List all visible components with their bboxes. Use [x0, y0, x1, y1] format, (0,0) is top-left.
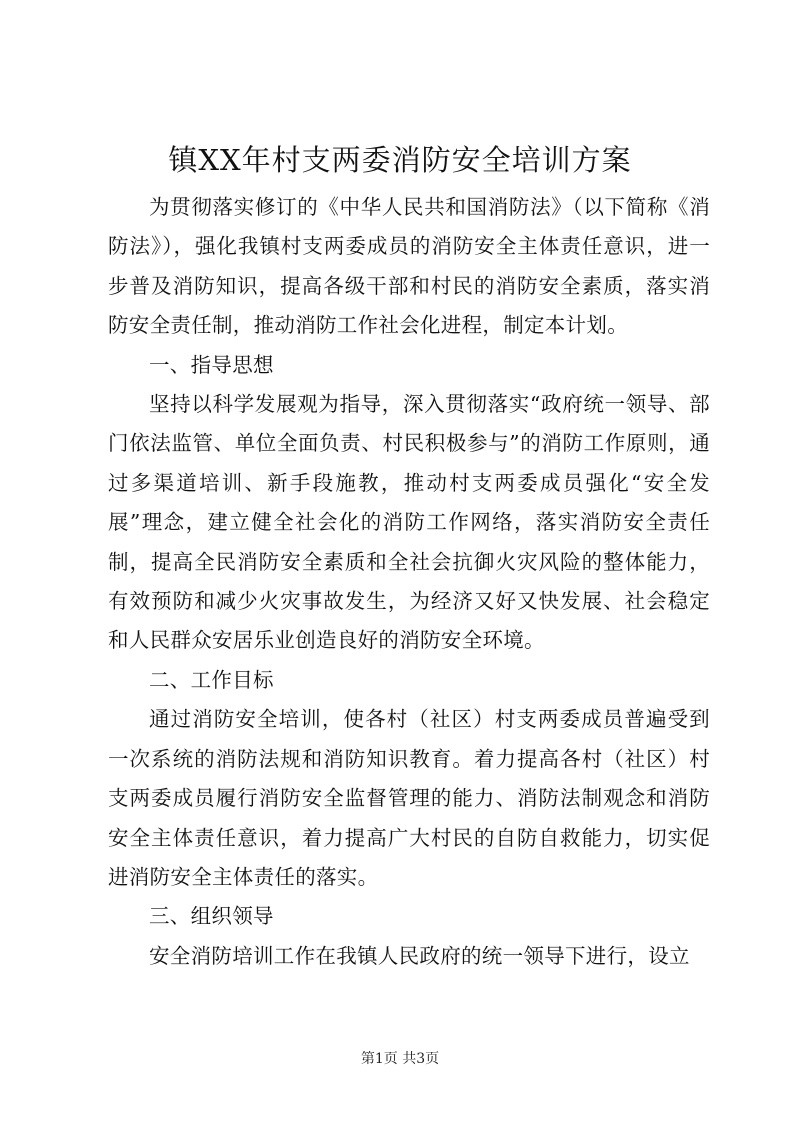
intro-paragraph: 为贯彻落实修订的《中华人民共和国消防法》（以下简称《消防法》），强化我镇村支两委成员的消防安全主体责任意识，进一步普及消防知识，提高各级干部和村民的消防安全素质，落实消防安全责任制，推动消防工作社会化进程，制定本计划。 — [108, 195, 710, 338]
work-goals-paragraph: 通过消防安全培训，使各村（社区）村支两委成员普遍受到一次系统的消防法规和消防知识教育。着力提高各村（社区）村支两委成员履行消防安全监督管理的能力、消防法制观念和消防安全主体责任意识，着力提高广大村民的自防自救能力，切实促进消防安全主体责任的落实。 — [108, 707, 710, 889]
document-body — [108, 188, 710, 976]
section-heading-work-goals: 二、工作目标 — [149, 667, 274, 692]
section-heading-guiding-ideology: 一、指导思想 — [149, 352, 274, 377]
organization-leadership-paragraph: 安全消防培训工作在我镇人民政府的统一领导下进行，设立 — [149, 943, 690, 968]
page-number-footer: 第1页 共3页 — [360, 1051, 440, 1067]
document-title: 镇XX年村支两委消防安全培训方案 — [168, 143, 632, 177]
guiding-ideology-paragraph: 坚持以科学发展观为指导，深入贯彻落实“政府统一领导、部门依法监管、单位全面负责、村民积极参与”的消防工作原则，通过多渠道培训、新手段施教，推动村支两委成员强化“安全发展”理念，建立健全社会化的消防工作网络，落实消防安全责任制，提高全民消防安全素质和全社会抗御火灾风险的整体能力，有效预防和减少火灾事故发生，为经济又好又快发展、社会稳定和人民群众安居乐业创造良好的消防安全环境。 — [108, 392, 710, 653]
section-heading-organization-leadership: 三、组织领导 — [149, 904, 274, 929]
